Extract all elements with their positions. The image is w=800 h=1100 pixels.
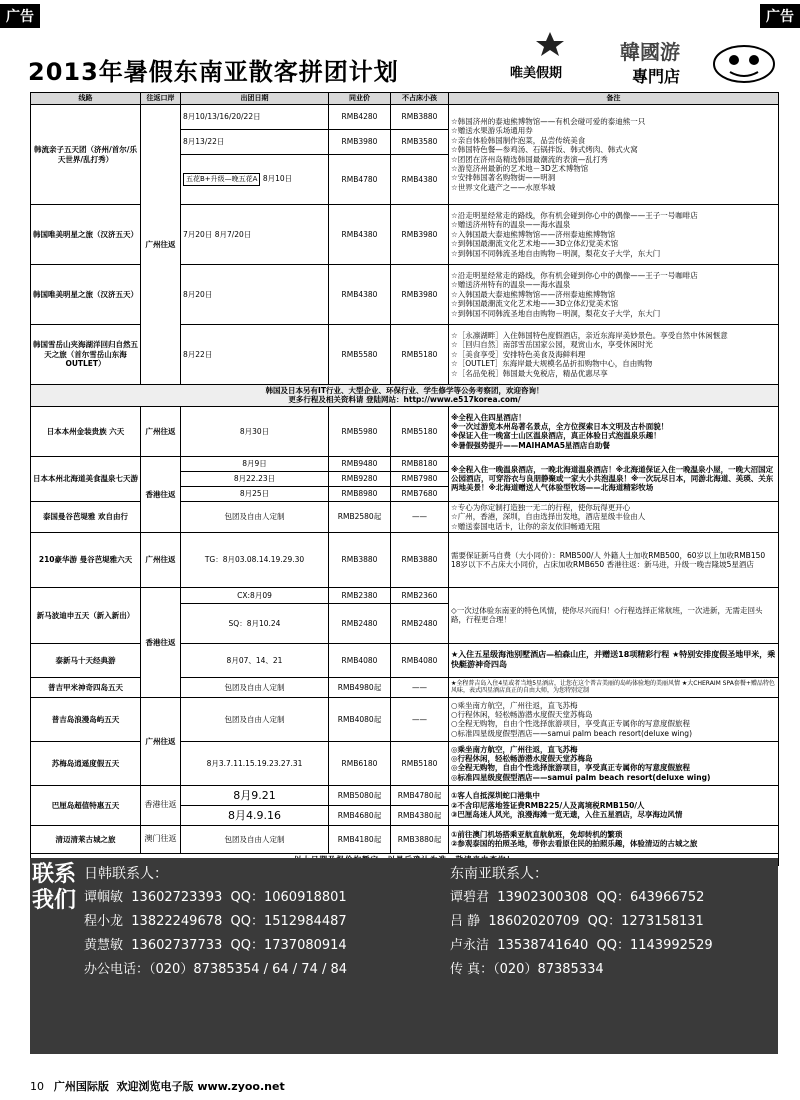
- price-cell: RMB8980: [329, 486, 391, 501]
- table-row: [31, 406, 779, 456]
- child-cell: RMB3880: [391, 105, 449, 130]
- price-cell: RMB2380: [329, 587, 391, 603]
- port-cell: 广州往返: [141, 532, 181, 587]
- page-title: 2013年暑假东南亚散客拼团计划: [28, 58, 399, 86]
- price-cell: RMB9280: [329, 471, 391, 486]
- notes-cell: ☆沿走明星经常走的路线，你有机会碰到你心中的偶像——王子一号咖啡店 ☆赠送济州特有的温泉——海水温泉 ☆入韩国最大泰迪熊博物馆——济州泰迪熊博物馆 ☆到韩国最潮流文化艺术地——3D立体幻觉美术馆 ☆到韩国不同韩流圣地自由购物－明洞，梨花女子大学，东大门: [449, 265, 779, 325]
- date-cell: 8月20日: [181, 265, 329, 325]
- date-cell: TG：8月03.08.14.19.29.30: [181, 532, 329, 587]
- date-cell: CX:8月09: [181, 587, 329, 603]
- date-cell: [181, 155, 329, 205]
- left-header: 日韩联系人：: [84, 866, 168, 882]
- date-cell: 7月20日 8月7/20日: [181, 205, 329, 265]
- notes-cell: ☆沿走明星经常走的路线，你有机会碰到你心中的偶像——王子一号咖啡店 ☆赠送济州特有的温泉——海水温泉 ☆入韩国最大泰迪熊博物馆——济州泰迪熊博物馆 ☆到韩国最潮流文化艺术地——3D立体幻觉美术馆 ☆到韩国不同韩流圣地自由购物－明洞，梨花女子大学，东大门: [449, 205, 779, 265]
- office-phone: 办公电话：（020）87385354 / 64 / 74 / 84: [84, 962, 348, 977]
- contact-line: [450, 910, 713, 934]
- notes-cell: ◇一次过体验东南亚的特色风情，使你尽兴而归！◇行程选择正常航班，一次进新，无需走回头路，行程更合理！: [449, 587, 779, 643]
- route-cell: 泰国曼谷芭堤雅 欢自由行: [31, 501, 141, 532]
- route-cell: 泰新马十天经典游: [31, 643, 141, 677]
- notice-row: [31, 385, 779, 407]
- header-notes: 备注: [449, 93, 779, 105]
- date-cell: SQ：8月10.24: [181, 603, 329, 643]
- child-cell: RMB3980: [391, 205, 449, 265]
- contact-phone: 18602020709: [488, 914, 580, 929]
- route-cell: 普吉甲米神奇四岛五天: [31, 677, 141, 697]
- port-cell: 香港往返: [141, 785, 181, 825]
- child-cell: RMB3980: [391, 265, 449, 325]
- child-cell: RMB3880起: [391, 825, 449, 853]
- route-cell: 210豪华游 曼谷芭堤雅六天: [31, 532, 141, 587]
- route-cell: 巴厘岛超值特惠五天: [31, 785, 141, 825]
- child-cell: RMB2360: [391, 587, 449, 603]
- date-cell: 8月9日: [181, 456, 329, 471]
- child-cell: RMB4380起: [391, 805, 449, 825]
- contact-phone: 13538741640: [497, 938, 589, 953]
- notes-cell: ☆韩国济州的泰迪熊博物馆——有机会碰可爱的泰迪熊一只 ☆赠送水果游乐场通用券 ☆亲自体验韩国制作泡菜，品尝传统美食 ☆韩国特色餐—参鸡汤、石锅拌饭、韩式烤肉、韩式火窝 ☆团团在济州岛精选韩国最潮流的表演—乱打秀 ☆游览济州最新的艺术地－3D艺术博物馆 ☆安排韩国著名购物街——明洞 ☆世界文化遗产之——水原华城: [449, 105, 779, 205]
- contact-qq: QQ：1512984487: [230, 914, 347, 929]
- contact-phone: 13902300308: [497, 890, 589, 905]
- ad-label-left: 广告: [0, 4, 40, 28]
- port-cell: 广州往返: [141, 697, 181, 785]
- date-text: 8月10日: [262, 174, 293, 184]
- fax: 传 真：（020）87385334: [450, 962, 604, 977]
- price-cell: RMB2480: [329, 603, 391, 643]
- child-cell: RMB5180: [391, 325, 449, 385]
- contact-name: 吕 静: [450, 914, 481, 929]
- header-date: 出团日期: [181, 93, 329, 105]
- contact-panel: [30, 858, 778, 1054]
- contact-line: [84, 886, 347, 910]
- agency-star-logo: [530, 30, 570, 58]
- date-cell: 包团及自由人定制: [181, 825, 329, 853]
- port-cell: 澳门往返: [141, 825, 181, 853]
- notes-cell: ★全程普吉岛入住4星或者当地5星酒店，让您在这个普吉美丽的岛屿体验地的美丽风情 ★大CHERAIM SPA套餐+赠品特色风味，表式四星酒店真正的自由大师，为您特别定制: [449, 677, 779, 697]
- page-footer: [30, 1078, 285, 1094]
- price-cell: RMB9480: [329, 456, 391, 471]
- contact-line: [450, 934, 713, 958]
- mascot-icon: [710, 38, 778, 86]
- table-row: [31, 785, 779, 805]
- date-cell: 8月22日: [181, 325, 329, 385]
- price-cell: RMB4980起: [329, 677, 391, 697]
- child-cell: RMB5180: [391, 406, 449, 456]
- contact-right: [450, 862, 713, 982]
- table-row: [31, 532, 779, 587]
- date-cell: 包团及自由人定制: [181, 501, 329, 532]
- contact-qq: QQ：1737080914: [230, 938, 347, 953]
- contact-line: [84, 910, 347, 934]
- child-cell: RMB4080: [391, 643, 449, 677]
- price-cell: RMB5080起: [329, 785, 391, 805]
- notes-cell: ①客人自抵深圳蛇口港集中 ②不含印尼落地签证费RMB225/人及离境税RMB150/人 ③巴厘岛迷人风光，浪漫海滩一览无遗，入住五星酒店，尽享海边风情: [449, 785, 779, 825]
- child-cell: RMB4380: [391, 155, 449, 205]
- header-port: 往返口岸: [141, 93, 181, 105]
- price-cell: RMB4280: [329, 105, 391, 130]
- notes-cell: ☆专心为你定制打造独一无二的行程，使你玩得更开心 ☆广州，香港，深圳，自由选择出发地，酒店星级丰俭由人 ☆赠送泰国电话卡，让你的亲友依旧畅通无阻: [449, 501, 779, 532]
- contact-qq: QQ：643966752: [596, 890, 705, 905]
- price-cell: RMB4380: [329, 265, 391, 325]
- child-cell: ——: [391, 677, 449, 697]
- port-cell: 广州往返: [141, 105, 181, 385]
- upgrade-tag: 五花B+升级—晚五花A: [183, 173, 260, 186]
- contact-phone: 13822249678: [131, 914, 223, 929]
- table-row: [31, 456, 779, 471]
- notes-cell: ★入住五星级海池别墅酒店—柏森山庄，并赠送18项精彩行程 ★特别安排度假圣地甲米，乘快艇游神奇四岛: [449, 643, 779, 677]
- date-cell: 8月13/22日: [181, 130, 329, 155]
- price-cell: RMB3980: [329, 130, 391, 155]
- contact-name: 程小龙: [84, 914, 124, 929]
- date-cell: 8月9.21: [181, 785, 329, 805]
- date-cell: 8月25日: [181, 486, 329, 501]
- table-row: [31, 697, 779, 741]
- table-row: [31, 587, 779, 603]
- notes-cell: ◎乘坐南方航空，广州往返，直飞苏梅 ◎行程休闲，轻松畅游潜水度假天堂苏梅岛 ◎全程无购物，自由个性选择旅游项目，享受真正专属你的写意度假旅程 ◎标准四星级度假型酒店——samui palm beach resort(deluxe wing): [449, 741, 779, 785]
- page-number: 10: [30, 1080, 44, 1093]
- paper-name: 广州国际版: [53, 1080, 109, 1093]
- price-cell: RMB4180起: [329, 825, 391, 853]
- route-cell: 日本本州金装贵族 六天: [31, 406, 141, 456]
- contact-name: 谭帼敏: [84, 890, 124, 905]
- price-cell: RMB3880: [329, 532, 391, 587]
- footer-text: 欢迎浏览电子版 www.zyoo.net: [116, 1080, 285, 1093]
- child-cell: ——: [391, 697, 449, 741]
- child-cell: RMB2480: [391, 603, 449, 643]
- price-cell: RMB6180: [329, 741, 391, 785]
- contact-left: [84, 862, 347, 982]
- contact-name: 卢永洁: [450, 938, 490, 953]
- date-cell: 8月22.23日: [181, 471, 329, 486]
- table-row: [31, 105, 779, 130]
- route-cell: 韩国唯美明星之旅（汉济五天）: [31, 265, 141, 325]
- contact-name: 谭碧君: [450, 890, 490, 905]
- child-cell: RMB7980: [391, 471, 449, 486]
- contact-qq: QQ：1143992529: [596, 938, 713, 953]
- notice-line-1: 韩国及日本另有IT行业、大型企业、环保行业、学生修学等公务考察团，欢迎咨询！: [265, 386, 544, 395]
- right-header: 东南亚联系人：: [450, 866, 548, 882]
- child-cell: RMB5180: [391, 741, 449, 785]
- date-cell: 8月10/13/16/20/22日: [181, 105, 329, 130]
- price-cell: RMB4380: [329, 205, 391, 265]
- contact-name: 黄慧敏: [84, 938, 124, 953]
- price-cell: RMB4780: [329, 155, 391, 205]
- route-cell: 苏梅岛逍遥度假五天: [31, 741, 141, 785]
- notes-cell: ☆［永凛湖畔］入住韩国特色度假酒店，亲近东海岸美妙景色。享受自然中休闲惬意 ☆［回归自然］南部雪岳国家公园，观赏山水，享受休闲时光 ☆［美食享受］安排特色美食及海鲜料理 ☆［OUTLET］东海岸最大规模名品折扣购物中心，自由购物 ☆［名品免税］韩国最大免税店，精品优惠尽享: [449, 325, 779, 385]
- contact-qq: QQ：1273158131: [587, 914, 704, 929]
- child-cell: RMB4780起: [391, 785, 449, 805]
- header-price: 同业价: [329, 93, 391, 105]
- notes-cell: ○乘坐南方航空，广州往返，直飞苏梅 ○行程休闲，轻松畅游潜水度假天堂苏梅岛 ○全程无购物，自由个性选择旅游项目，享受真正专属你的写意度假旅程 ○标准四星级度假型酒店——samui palm beach resort(deluxe wing): [449, 697, 779, 741]
- contact-phone: 13602737733: [131, 938, 223, 953]
- notes-cell: ※全程入住一晚温泉酒店，一晚北海道温泉酒店！※北海道保证入住一晚温泉小屋，一晚大沼国定公园酒店，可穿浴衣与良朋静聚或一家大小共泡温泉！※一次玩尽日本，同游北海道、美瑛、关东两地美景！※北海道赠送人气体验型牧场——北海道精彩牧场: [449, 456, 779, 501]
- price-cell: RMB4080: [329, 643, 391, 677]
- shop-subtitle: 專門店: [632, 67, 681, 86]
- child-cell: ——: [391, 501, 449, 532]
- table-header-row: [31, 93, 779, 105]
- price-cell: RMB4080起: [329, 697, 391, 741]
- notes-cell: 需要保证新马自费（大小同价）：RMB500/人 外籍人士加收RMB500，60岁以上加收RMB150 18岁以下不占床大小同价，占床加收RMB650 香港往返：新马进，升级一晚吉隆坡5星酒店: [449, 532, 779, 587]
- date-cell: 包团及自由人定制: [181, 697, 329, 741]
- price-cell: RMB4680起: [329, 805, 391, 825]
- child-cell: RMB3580: [391, 130, 449, 155]
- contact-side-label: 联系我们: [32, 862, 77, 914]
- child-cell: RMB7680: [391, 486, 449, 501]
- route-cell: 韩国雪岳山夹海湖洋回归自然五天之旅（首尔雪岳山东海OUTLET）: [31, 325, 141, 385]
- route-cell: 韩流亲子五天团（济州/首尔/乐天世界/乱打秀）: [31, 105, 141, 205]
- route-cell: 清迈清莱古城之旅: [31, 825, 141, 853]
- schedule-table: [30, 92, 779, 866]
- date-cell: 8月3.7.11.15.19.23.27.31: [181, 741, 329, 785]
- date-cell: 8月07、14、21: [181, 643, 329, 677]
- notes-cell: ①前往澳门机场搭乘亚航直航航班，免却转机的繁琐 ②参观泰国的拍照圣地，带你去看原住民的拍照乐趣，体验清迈的古城之旅: [449, 825, 779, 853]
- route-cell: 韩国唯美明星之旅（汉济五天）: [31, 205, 141, 265]
- contact-phone: 13602723393: [131, 890, 223, 905]
- shop-name: 韓國游: [620, 40, 680, 64]
- ad-label-right: 广告: [760, 4, 800, 28]
- route-cell: 普吉岛浪漫岛屿五天: [31, 697, 141, 741]
- contact-line: [450, 886, 713, 910]
- notes-cell: ※全程入住四星酒店！ ※一次过游览本州岛著名景点，全方位探索日本文明及古朴面貌！ ※保证入住一晚富士山区温泉酒店，真正体验日式泡温泉乐趣！ ※暑假强势提升——MAIHAMA5星酒店自助餐: [449, 406, 779, 456]
- price-cell: RMB2580起: [329, 501, 391, 532]
- agency-brand: 唯美假期: [510, 66, 563, 81]
- notice-line-2: 更多行程及相关资料请 登陆网站：http://www.e517korea.com/: [288, 395, 521, 405]
- price-cell: RMB5980: [329, 406, 391, 456]
- port-cell: 香港往返: [141, 456, 181, 532]
- contact-line: [84, 934, 347, 958]
- contact-qq: QQ：1060918801: [230, 890, 347, 905]
- header-child: 不占床小孩: [391, 93, 449, 105]
- route-cell: 日本本州北海道美食温泉七天游: [31, 456, 141, 501]
- date-cell: 8月30日: [181, 406, 329, 456]
- child-cell: RMB3880: [391, 532, 449, 587]
- notice-cell: [31, 385, 779, 407]
- port-cell: 香港往返: [141, 587, 181, 697]
- route-cell: 新马波迪申五天（新入新出）: [31, 587, 141, 643]
- date-cell: 包团及自由人定制: [181, 677, 329, 697]
- table-row: [31, 825, 779, 853]
- port-cell: 广州往返: [141, 406, 181, 456]
- price-cell: RMB5580: [329, 325, 391, 385]
- child-cell: RMB8180: [391, 456, 449, 471]
- header-route: 线路: [31, 93, 141, 105]
- date-cell: 8月4.9.16: [181, 805, 329, 825]
